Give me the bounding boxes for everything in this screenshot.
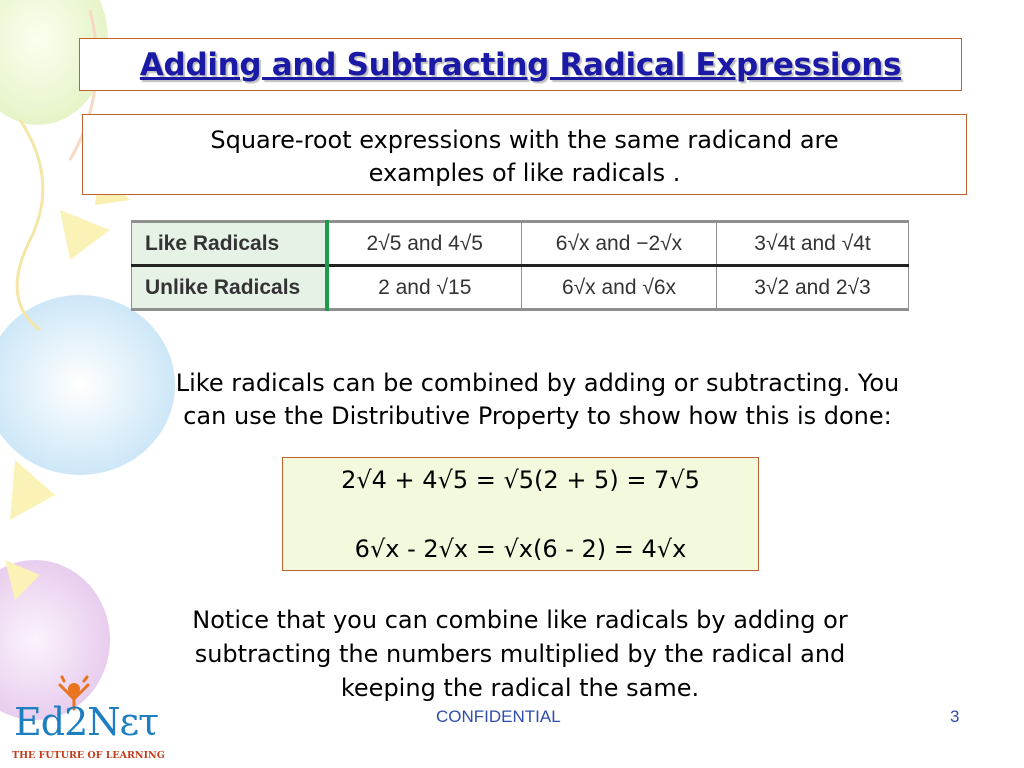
definition-box — [82, 114, 967, 195]
table-row-unlike — [132, 266, 909, 310]
equation-2: 6√x - 2√x = √x(6 - 2) = 4√x — [354, 535, 687, 563]
ed2net-logo — [12, 675, 172, 765]
table-row-like — [132, 222, 909, 266]
table-cell: 3√4t and √4t — [717, 222, 909, 266]
explanation-paragraph — [95, 367, 980, 433]
definition-line-1: Square-root expressions with the same radicand are — [210, 126, 839, 154]
definition-line-2: examples of like radicals . — [368, 159, 681, 187]
paragraph-line-2: can use the Distributive Property to show how this is done: — [183, 402, 892, 430]
notice-paragraph — [95, 603, 945, 705]
logo-tagline: THE FUTURE OF LEARNING — [12, 750, 165, 761]
row-header-unlike: Unlike Radicals — [132, 266, 327, 310]
equation-box — [282, 457, 759, 571]
paragraph-line-1: Like radicals can be combined by adding or subtracting. You — [175, 369, 900, 397]
table-cell: 2√5 and 4√5 — [327, 222, 522, 266]
notice-line-2: subtracting the numbers multiplied by the radical and — [194, 640, 846, 668]
row-header-like: Like Radicals — [132, 222, 327, 266]
table-cell: 6√x and √6x — [522, 266, 717, 310]
logo-text: Ed2Nετ — [14, 700, 159, 744]
table-cell: 3√2 and 2√3 — [717, 266, 909, 310]
title-box — [79, 38, 962, 91]
slide-title: Adding and Subtracting Radical Expressions — [139, 46, 902, 83]
equation-1: 2√4 + 4√5 = √5(2 + 5) = 7√5 — [341, 466, 700, 494]
page-number: 3 — [950, 707, 960, 726]
table-cell: 6√x and −2√x — [522, 222, 717, 266]
footer-confidential: CONFIDENTIAL — [436, 707, 561, 726]
notice-line-3: keeping the radical the same. — [340, 674, 700, 702]
table-cell: 2 and √15 — [327, 266, 522, 310]
notice-line-1: Notice that you can combine like radicals by adding or — [192, 606, 848, 634]
radicals-table — [131, 220, 909, 311]
